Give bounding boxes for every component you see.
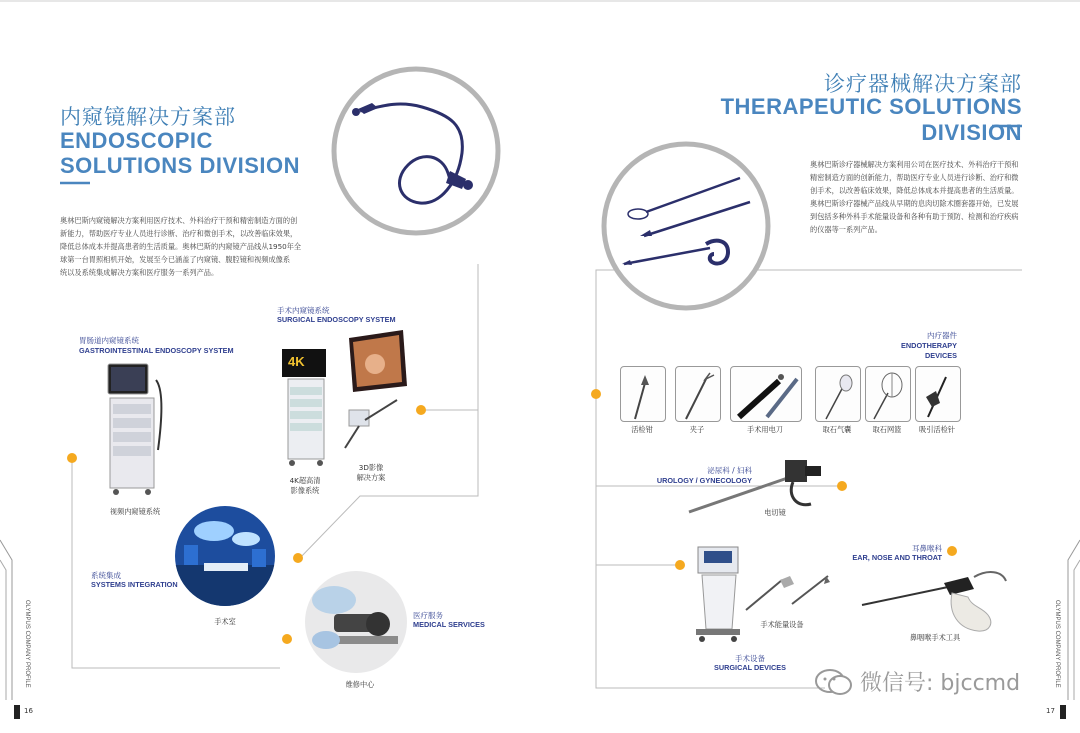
device-label-needle: 吸引活检针 (919, 425, 955, 434)
aspiration-needle-thumb (915, 366, 961, 422)
4k-caption: 4K超高清 影像系统 (289, 476, 321, 495)
device-label-balloon: 取石气囊 (822, 425, 852, 434)
endotherapy-label-cn: 内疗器件 (927, 331, 957, 340)
urology-caption: 电切镜 (764, 508, 786, 517)
device-label-knife: 手术用电刀 (747, 425, 783, 434)
repair-center-circle-image (304, 570, 408, 674)
ent-label-cn: 耳鼻喉科 (912, 544, 942, 553)
watermark-text: 微信号: bjccmd (860, 671, 1021, 696)
left-title-en-line1: ENDOSCOPIC (60, 128, 213, 153)
3d-caption: 3D影像 解决方案 (356, 463, 386, 482)
urology-label-en: UROLOGY / GYNECOLOGY (656, 476, 752, 485)
service-label-cn: 医疗服务 (413, 611, 443, 620)
urology-label-cn: 泌尿科 / 妇科 (707, 466, 752, 475)
integration-label-cn: 系统集成 (91, 571, 121, 580)
right-title-cn: 诊疗器械解决方案部 (824, 72, 1022, 96)
device-label-biopsy: 活检钳 (631, 425, 653, 434)
left-title-cn: 内窥镜解决方案部 (60, 105, 236, 129)
wechat-icon (814, 667, 854, 697)
endotherapy-label-en-2: DEVICES (924, 351, 957, 360)
ent-caption: 鼻咽喉手术工具 (909, 633, 961, 642)
4k-badge: 4K (288, 354, 305, 369)
left-side-text: OLYMPUS COMPANY PROFILE (24, 600, 30, 688)
service-label-en: MEDICAL SERVICES (413, 620, 485, 629)
device-label-clip: 夹子 (689, 425, 705, 434)
watermark (814, 666, 1020, 697)
endotherapy-label-en-1: ENDOTHERAPY (901, 341, 957, 350)
device-label-basket: 取石网篮 (872, 425, 902, 434)
right-page-number: 17 (1046, 707, 1055, 715)
clip-thumb (675, 366, 721, 422)
ent-label-en: EAR, NOSE AND THROAT (852, 553, 942, 562)
bullet-dot (416, 405, 426, 415)
ent-tool-image (858, 565, 1008, 637)
electrosurgical-knife-thumb (730, 366, 802, 422)
surgical-devices-label-cn: 手术设备 (735, 654, 765, 663)
bullet-dot (837, 481, 847, 491)
bullet-dot (293, 553, 303, 563)
right-side-text: OLYMPUS COMPANY PROFILE (1054, 600, 1060, 688)
left-page-number: 16 (24, 707, 33, 715)
instruments-circle-image (600, 140, 772, 312)
right-paragraph: 奥林巴斯诊疗器械解决方案利用公司在医疗技术、外科治疗干预和 精密制造方面的创新能力，帮助医疗专业人员进行诊断、治疗和微 创手术，以改善临床效果，降低总体成本并提高患者的生活质量。 奥林巴斯诊疗器械产品线从早期的息肉切除术圈套器开始，已发展 到包括多种外科手术能量设备和各种有助于预防、检测和治疗疾病 的仪器等一系列产品。 (810, 160, 1019, 234)
left-paragraph: 奥林巴斯内窥镜解决方案利用医疗技术、外科治疗干预和精密制造方面的创 新能力，帮助医疗专业人员进行诊断、治疗和微创手术，以改善临床效果， 降低总体成本并提高患者的生活质量。奥林巴斯的内窥镜产品线从1950年全 球第一台胃照相机开始，发展至今已涵盖了内窥镜、腹腔镜和视频成像系 统以及系统集成解决方案和医疗服务一系列产品。 (60, 216, 302, 277)
surgical-instrument-image (742, 570, 832, 620)
stone-basket-thumb (865, 366, 911, 422)
stone-balloon-thumb (815, 366, 861, 422)
surgical-devices-label-en: SURGICAL DEVICES (713, 663, 787, 672)
surgical-devices-caption: 手术能量设备 (760, 620, 804, 629)
gi-label-cn: 胃肠道内窥镜系统 (79, 336, 139, 345)
operating-room-circle-image (174, 505, 276, 607)
surgical-label-cn: 手术内窥镜系统 (277, 306, 330, 315)
integration-label-en: SYSTEMS INTEGRATION (91, 580, 178, 589)
bullet-dot (591, 389, 601, 399)
right-title-en: THERAPEUTIC SOLUTIONS DIVISION (720, 94, 1022, 145)
3d-imaging-image (335, 328, 413, 456)
left-title-en-line2: SOLUTIONS DIVISION (60, 153, 301, 178)
service-caption: 维修中心 (345, 680, 375, 689)
surgical-label-en: SURGICAL ENDOSCOPY SYSTEM (277, 315, 396, 324)
bullet-dot (675, 560, 685, 570)
gi-label-en: GASTROINTESTINAL ENDOSCOPY SYSTEM (79, 346, 234, 355)
endoscope-circle-image (330, 65, 502, 237)
integration-caption: 手术室 (214, 617, 236, 626)
gi-caption: 视频内窥镜系统 (109, 507, 161, 516)
bullet-dot (67, 453, 77, 463)
biopsy-forceps-thumb (620, 366, 666, 422)
video-endoscope-cart-image (100, 360, 170, 500)
bullet-dot (947, 546, 957, 556)
bullet-dot (282, 634, 292, 644)
